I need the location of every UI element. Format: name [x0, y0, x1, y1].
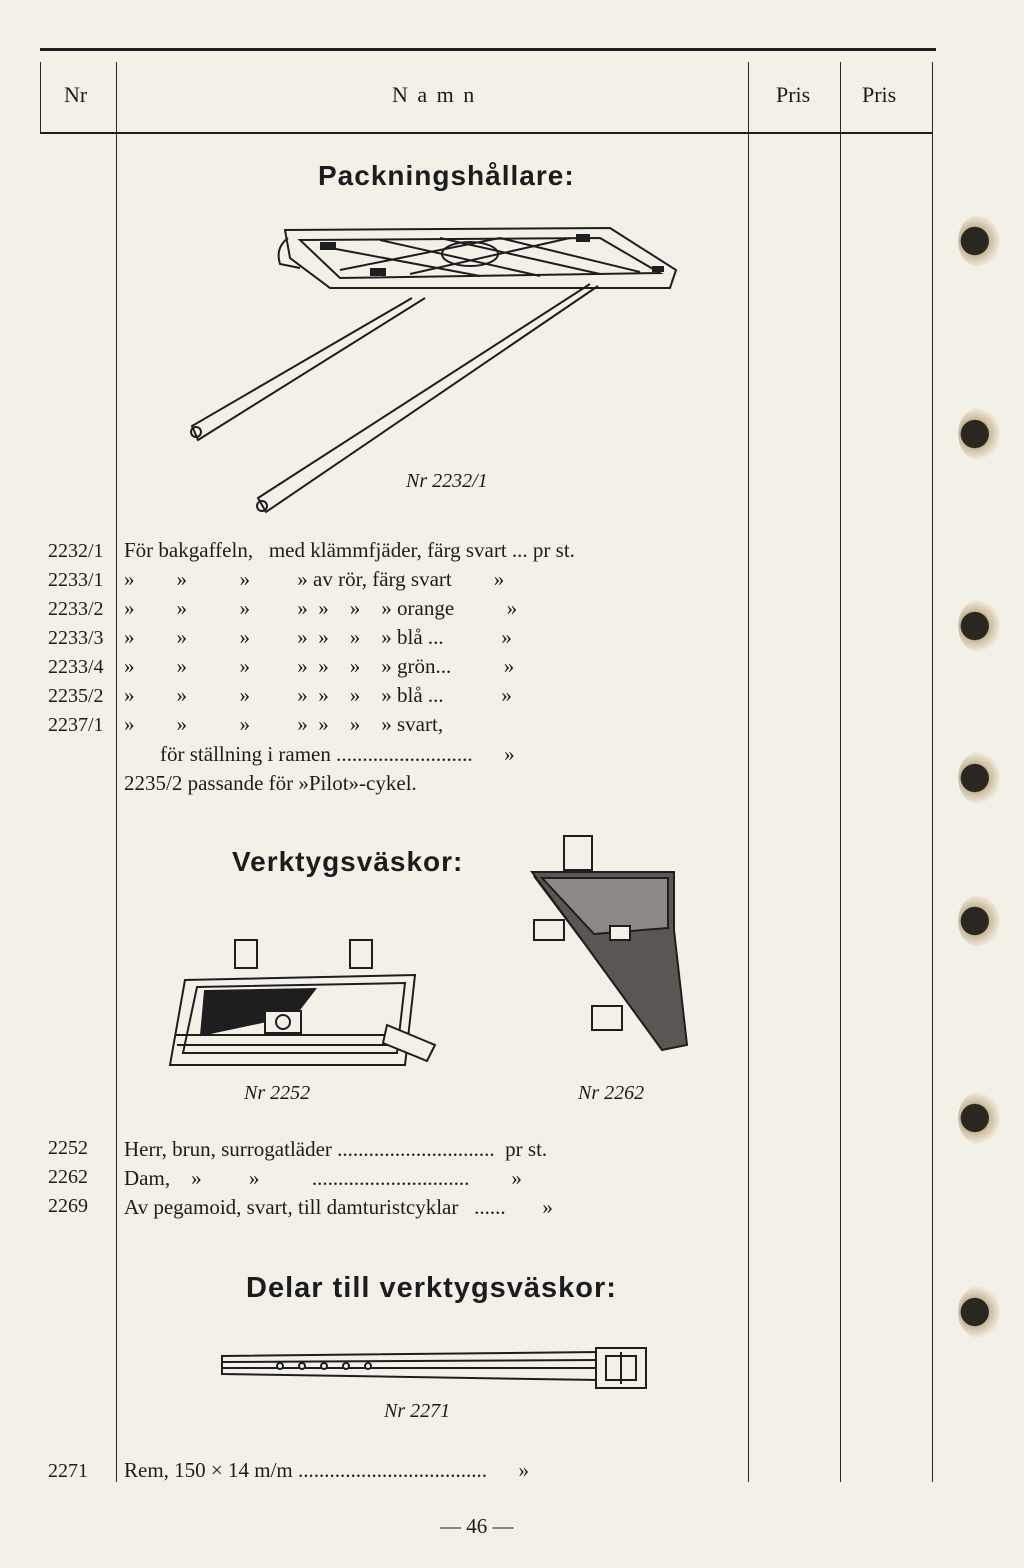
ladies-tool-bag-illustration: [522, 830, 722, 1070]
item-description: » » » » » » » blå ... »: [124, 683, 512, 707]
item-note: för ställning i ramen .......................... »: [160, 742, 515, 766]
item-number: 2252: [48, 1137, 88, 1159]
punch-hole: [958, 600, 1000, 652]
punch-hole: [958, 895, 1000, 947]
pris2-column-divider: [840, 62, 841, 1482]
right-border: [932, 62, 933, 1482]
item-number: 2235/2: [48, 685, 104, 707]
figure-caption-2232-1: Nr 2232/1: [406, 470, 488, 492]
item-number: 2269: [48, 1195, 88, 1217]
column-header-nr: Nr: [64, 82, 88, 107]
punch-hole: [958, 408, 1000, 460]
strap-illustration: [218, 1340, 654, 1400]
item-note: 2235/2 passande för »Pilot»-cykel.: [124, 771, 417, 795]
header-rule: [40, 132, 932, 134]
item-number: 2271: [48, 1460, 88, 1482]
item-number: 2232/1: [48, 540, 104, 562]
left-border: [40, 62, 41, 132]
item-description: » » » » » » » orange »: [124, 596, 518, 620]
item-description: » » » » » » » svart,: [124, 712, 444, 736]
item-description: Rem, 150 × 14 m/m .................................... »: [124, 1458, 530, 1482]
section-title-delar: Delar till verktygsväskor:: [246, 1272, 617, 1304]
item-description: » » » » » » » grön... »: [124, 654, 515, 678]
punch-hole: [958, 1092, 1000, 1144]
pris1-column-divider: [748, 62, 749, 1482]
item-description: För bakgaffeln, med klämmfjäder, färg svart ... pr st.: [124, 538, 575, 562]
punch-hole: [958, 215, 1000, 267]
item-number: 2233/1: [48, 569, 104, 591]
figure-caption-2271: Nr 2271: [384, 1400, 451, 1422]
item-number: 2233/3: [48, 627, 104, 649]
item-number: 2262: [48, 1166, 88, 1188]
section-title-packningshallare: Packningshållare:: [318, 160, 575, 191]
item-description: Dam, » » .............................. »: [124, 1166, 522, 1190]
column-header-namn: N a m n: [392, 82, 477, 107]
item-description: Av pegamoid, svart, till damturistcyklar ...... »: [124, 1195, 553, 1219]
column-header-pris-1: Pris: [776, 82, 811, 107]
figure-caption-2262: Nr 2262: [578, 1082, 645, 1104]
item-number: 2233/4: [48, 656, 104, 678]
punch-hole: [958, 1286, 1000, 1338]
item-description: » » » » » » » blå ... »: [124, 625, 512, 649]
item-number: 2237/1: [48, 714, 104, 736]
figure-caption-2252: Nr 2252: [244, 1082, 311, 1104]
item-description: » » » » av rör, färg svart »: [124, 567, 505, 591]
item-number: 2233/2: [48, 598, 104, 620]
mens-tool-bag-illustration: [165, 935, 445, 1075]
page-number: — 46 —: [440, 1514, 514, 1538]
nr-column-divider: [116, 62, 117, 1482]
section-title-verktygsvaskor: Verktygsväskor:: [232, 846, 464, 877]
column-header-pris-2: Pris: [862, 82, 897, 107]
top-rule: [40, 48, 936, 51]
punch-hole: [958, 752, 1000, 804]
item-description: Herr, brun, surrogatläder .............................. pr st.: [124, 1137, 548, 1161]
